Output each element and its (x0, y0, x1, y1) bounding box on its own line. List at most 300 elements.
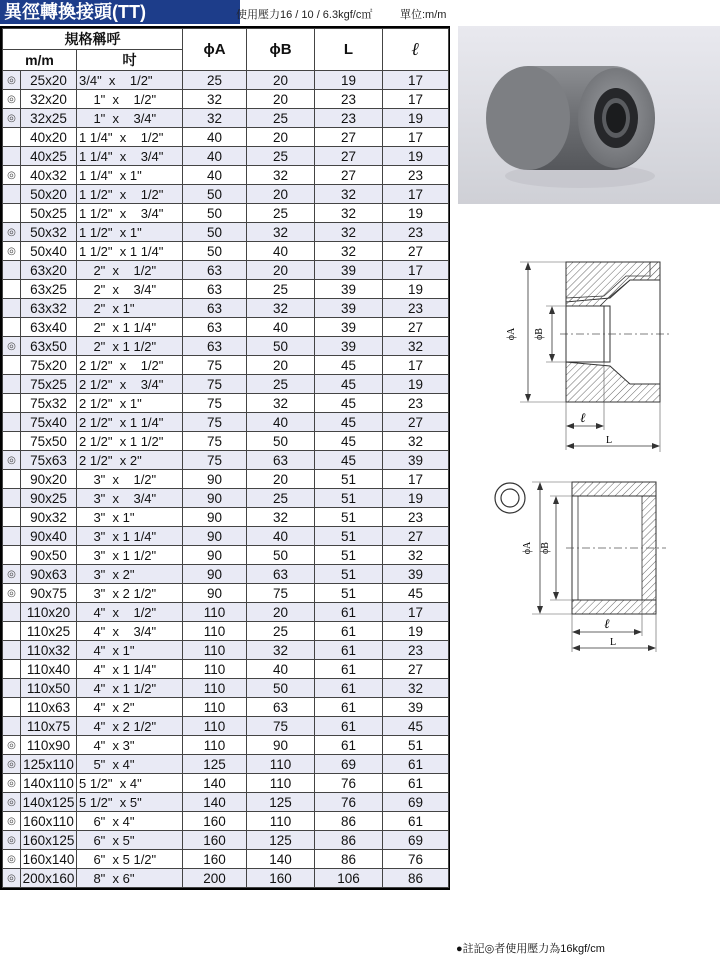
l2-value: 69 (383, 793, 449, 812)
phi-a-value: 63 (183, 337, 247, 356)
phi-b-label-2: ϕB (540, 542, 551, 554)
phi-a-label: ϕA (506, 327, 517, 341)
l2-value: 61 (383, 755, 449, 774)
l-value: 39 (315, 318, 383, 337)
l-value: 76 (315, 774, 383, 793)
phi-a-value: 110 (183, 660, 247, 679)
phi-a-value: 90 (183, 546, 247, 565)
table-row (3, 356, 449, 375)
mm-size: 40x25 (21, 147, 77, 166)
phi-a-value: 110 (183, 603, 247, 622)
table-row (3, 375, 449, 394)
mm-size: 90x63 (21, 565, 77, 584)
phi-a-value: 90 (183, 584, 247, 603)
table-row (3, 679, 449, 698)
mm-size: 90x32 (21, 508, 77, 527)
phi-b-value: 32 (247, 299, 315, 318)
l-label-2: L (610, 637, 617, 648)
l-value: 76 (315, 793, 383, 812)
l-value: 39 (315, 337, 383, 356)
phi-b-value: 20 (247, 470, 315, 489)
l-value: 51 (315, 527, 383, 546)
mm-size: 75x20 (21, 356, 77, 375)
l-value: 39 (315, 261, 383, 280)
unit-info: 單位:m/m (400, 9, 447, 21)
mm-size: 32x25 (21, 109, 77, 128)
phi-a-value: 160 (183, 812, 247, 831)
l2-value: 17 (383, 71, 449, 90)
mm-size: 50x25 (21, 204, 77, 223)
phi-b-value: 40 (247, 318, 315, 337)
row-mark: ◎ (3, 90, 21, 109)
phi-a-value: 90 (183, 565, 247, 584)
l-value: 45 (315, 413, 383, 432)
phi-a-value: 32 (183, 90, 247, 109)
table-row (3, 622, 449, 641)
phi-b-value: 25 (247, 204, 315, 223)
l2-value: 17 (383, 603, 449, 622)
mm-size: 140x125 (21, 793, 77, 812)
row-mark (3, 413, 21, 432)
phi-b-value: 63 (247, 698, 315, 717)
mm-size: 110x32 (21, 641, 77, 660)
phi-b-value: 110 (247, 812, 315, 831)
phi-b-header: ϕB (247, 29, 315, 71)
phi-a-value: 90 (183, 527, 247, 546)
phi-a-value: 50 (183, 185, 247, 204)
mm-size: 110x25 (21, 622, 77, 641)
phi-b-value: 32 (247, 508, 315, 527)
phi-a-value: 160 (183, 831, 247, 850)
phi-b-value: 50 (247, 546, 315, 565)
reducer-photo-illustration (458, 26, 720, 204)
table-row (3, 812, 449, 831)
phi-a-value: 160 (183, 850, 247, 869)
mm-size: 75x32 (21, 394, 77, 413)
l-value: 86 (315, 812, 383, 831)
l-value: 45 (315, 451, 383, 470)
mm-size: 63x20 (21, 261, 77, 280)
mm-size: 140x110 (21, 774, 77, 793)
inch-size: 3" x 3/4" (77, 489, 183, 508)
mm-size: 110x63 (21, 698, 77, 717)
phi-a-label-2: ϕA (522, 541, 533, 555)
inch-size: 2" x 1" (77, 299, 183, 318)
table-row (3, 128, 449, 147)
inch-size: 3" x 1" (77, 508, 183, 527)
inch-size: 5 1/2" x 5" (77, 793, 183, 812)
row-mark: ◎ (3, 166, 21, 185)
l-value: 27 (315, 128, 383, 147)
l2-value: 69 (383, 831, 449, 850)
l2-value: 45 (383, 584, 449, 603)
table-row (3, 565, 449, 584)
table-row (3, 546, 449, 565)
l-value: 69 (315, 755, 383, 774)
pressure-info: 使用壓力16 / 10 / 6.3kgf/c㎡ (236, 9, 373, 21)
l2-value: 17 (383, 128, 449, 147)
l-value: 106 (315, 869, 383, 888)
row-mark (3, 299, 21, 318)
phi-b-value: 25 (247, 622, 315, 641)
row-mark (3, 527, 21, 546)
mm-size: 63x50 (21, 337, 77, 356)
table-row (3, 584, 449, 603)
l2-value: 27 (383, 318, 449, 337)
inch-size: 6" x 5" (77, 831, 183, 850)
table-row (3, 831, 449, 850)
l-value: 27 (315, 166, 383, 185)
table-row (3, 242, 449, 261)
row-mark: ◎ (3, 774, 21, 793)
phi-b-value: 20 (247, 185, 315, 204)
row-mark (3, 432, 21, 451)
l-value: 32 (315, 204, 383, 223)
phi-b-value: 90 (247, 736, 315, 755)
inch-size: 2 1/2" x 3/4" (77, 375, 183, 394)
mm-size: 75x50 (21, 432, 77, 451)
phi-a-value: 50 (183, 204, 247, 223)
l-value: 51 (315, 508, 383, 527)
phi-a-value: 90 (183, 470, 247, 489)
table-row (3, 717, 449, 736)
row-mark: ◎ (3, 337, 21, 356)
table-row (3, 755, 449, 774)
mm-size: 160x140 (21, 850, 77, 869)
row-mark (3, 128, 21, 147)
inch-size: 1 1/4" x 1" (77, 166, 183, 185)
product-photo (458, 26, 720, 204)
inch-size: 3/4" x 1/2" (77, 71, 183, 90)
l2-value: 19 (383, 375, 449, 394)
inch-size: 2" x 1/2" (77, 261, 183, 280)
row-mark (3, 356, 21, 375)
l-value: 61 (315, 736, 383, 755)
l-value: 45 (315, 356, 383, 375)
phi-b-value: 25 (247, 109, 315, 128)
phi-b-value: 50 (247, 679, 315, 698)
mm-size: 160x110 (21, 812, 77, 831)
l-value: 61 (315, 717, 383, 736)
mm-size: 160x125 (21, 831, 77, 850)
l-value: 86 (315, 850, 383, 869)
row-mark: ◎ (3, 755, 21, 774)
table-row (3, 432, 449, 451)
l2-value: 61 (383, 812, 449, 831)
table-row (3, 166, 449, 185)
phi-a-value: 110 (183, 698, 247, 717)
l2-value: 76 (383, 850, 449, 869)
row-mark: ◎ (3, 584, 21, 603)
inch-size: 1" x 1/2" (77, 90, 183, 109)
mm-size: 40x32 (21, 166, 77, 185)
inch-size: 2" x 1 1/2" (77, 337, 183, 356)
mm-size: 90x75 (21, 584, 77, 603)
mm-size: 110x75 (21, 717, 77, 736)
l-value: 51 (315, 546, 383, 565)
phi-a-value: 125 (183, 755, 247, 774)
l2-value: 32 (383, 432, 449, 451)
table-row (3, 147, 449, 166)
inch-size: 3" x 2" (77, 565, 183, 584)
l-value: 45 (315, 375, 383, 394)
row-mark: ◎ (3, 223, 21, 242)
l2-value: 19 (383, 204, 449, 223)
inch-size: 1 1/2" x 1" (77, 223, 183, 242)
l2-value: 17 (383, 470, 449, 489)
phi-b-value: 25 (247, 280, 315, 299)
inch-size: 4" x 1 1/4" (77, 660, 183, 679)
inch-size: 3" x 1 1/2" (77, 546, 183, 565)
phi-a-value: 90 (183, 508, 247, 527)
l2-value: 27 (383, 413, 449, 432)
table-row (3, 774, 449, 793)
mm-size: 75x40 (21, 413, 77, 432)
inch-size: 4" x 1" (77, 641, 183, 660)
phi-a-value: 40 (183, 128, 247, 147)
phi-a-value: 63 (183, 318, 247, 337)
phi-b-value: 32 (247, 394, 315, 413)
inch-size: 2 1/2" x 1 1/2" (77, 432, 183, 451)
phi-a-value: 110 (183, 641, 247, 660)
table-row (3, 793, 449, 812)
row-mark: ◎ (3, 109, 21, 128)
mm-size: 63x40 (21, 318, 77, 337)
l2-value: 51 (383, 736, 449, 755)
table-row (3, 660, 449, 679)
table-row (3, 641, 449, 660)
inch-size: 6" x 5 1/2" (77, 850, 183, 869)
inch-size: 2 1/2" x 1" (77, 394, 183, 413)
phi-a-value: 25 (183, 71, 247, 90)
l2-value: 27 (383, 660, 449, 679)
l2-value: 17 (383, 90, 449, 109)
l-value: 23 (315, 109, 383, 128)
table-row (3, 603, 449, 622)
l2-value: 27 (383, 527, 449, 546)
footnote: ●註記◎者使用壓力為16kgf/cm (456, 943, 605, 955)
table-row (3, 470, 449, 489)
table-row (3, 71, 449, 90)
l2-value: 19 (383, 147, 449, 166)
row-mark (3, 641, 21, 660)
l-value: 86 (315, 831, 383, 850)
inch-size: 8" x 6" (77, 869, 183, 888)
l2-value: 19 (383, 489, 449, 508)
l-value: 45 (315, 394, 383, 413)
l-value: 61 (315, 603, 383, 622)
mm-size: 125x110 (21, 755, 77, 774)
socket-section-diagram (486, 476, 720, 662)
inch-size: 4" x 1/2" (77, 603, 183, 622)
l2-value: 39 (383, 451, 449, 470)
phi-b-value: 110 (247, 755, 315, 774)
phi-a-value: 32 (183, 109, 247, 128)
row-mark: ◎ (3, 71, 21, 90)
table-row (3, 698, 449, 717)
l2-value: 32 (383, 337, 449, 356)
spec-header: 規格稱呼 (3, 29, 183, 50)
l2-label: ℓ (580, 410, 586, 425)
phi-b-value: 50 (247, 337, 315, 356)
inch-size: 4" x 3/4" (77, 622, 183, 641)
row-mark (3, 204, 21, 223)
phi-b-value: 25 (247, 489, 315, 508)
row-mark (3, 679, 21, 698)
phi-a-value: 110 (183, 736, 247, 755)
row-mark: ◎ (3, 850, 21, 869)
inch-size: 2" x 1 1/4" (77, 318, 183, 337)
mm-size: 110x90 (21, 736, 77, 755)
inch-size: 5 1/2" x 4" (77, 774, 183, 793)
table-row (3, 204, 449, 223)
row-mark: ◎ (3, 793, 21, 812)
phi-a-value: 75 (183, 356, 247, 375)
l2-value: 23 (383, 394, 449, 413)
l-value: 39 (315, 299, 383, 318)
mm-size: 25x20 (21, 71, 77, 90)
reducer-section-diagram (500, 250, 720, 460)
mm-size: 110x20 (21, 603, 77, 622)
phi-b-value: 140 (247, 850, 315, 869)
inch-size: 3" x 2 1/2" (77, 584, 183, 603)
l2-value: 23 (383, 641, 449, 660)
phi-a-value: 140 (183, 793, 247, 812)
l2-value: 19 (383, 622, 449, 641)
page-title: 異徑轉換接頭(TT) (0, 0, 240, 24)
table-row (3, 850, 449, 869)
row-mark (3, 261, 21, 280)
l2-value: 23 (383, 299, 449, 318)
row-mark (3, 508, 21, 527)
l2-value: 23 (383, 166, 449, 185)
table-row (3, 508, 449, 527)
l2-value: 32 (383, 546, 449, 565)
inch-size: 1 1/2" x 3/4" (77, 204, 183, 223)
phi-a-value: 140 (183, 774, 247, 793)
phi-b-value: 25 (247, 375, 315, 394)
phi-a-value: 50 (183, 223, 247, 242)
l2-value: 19 (383, 280, 449, 299)
mm-size: 90x20 (21, 470, 77, 489)
l-value: 27 (315, 147, 383, 166)
inch-size: 1 1/4" x 1/2" (77, 128, 183, 147)
table-row (3, 451, 449, 470)
l-value: 39 (315, 280, 383, 299)
l2-header: ℓ (383, 29, 449, 71)
table-row (3, 185, 449, 204)
inch-header: 吋 (77, 50, 183, 71)
phi-a-value: 40 (183, 166, 247, 185)
row-mark (3, 318, 21, 337)
l-value: 51 (315, 584, 383, 603)
phi-b-value: 63 (247, 565, 315, 584)
l-value: 61 (315, 641, 383, 660)
row-mark: ◎ (3, 451, 21, 470)
l2-value: 17 (383, 185, 449, 204)
l-value: 61 (315, 660, 383, 679)
table-row (3, 109, 449, 128)
phi-b-value: 110 (247, 774, 315, 793)
row-mark: ◎ (3, 565, 21, 584)
l-value: 32 (315, 185, 383, 204)
l-value: 51 (315, 470, 383, 489)
phi-b-value: 20 (247, 71, 315, 90)
phi-a-value: 110 (183, 622, 247, 641)
inch-size: 1 1/2" x 1 1/4" (77, 242, 183, 261)
inch-size: 2" x 3/4" (77, 280, 183, 299)
mm-size: 50x20 (21, 185, 77, 204)
spec-table-wrapper (0, 26, 450, 890)
l2-value: 45 (383, 717, 449, 736)
row-mark: ◎ (3, 869, 21, 888)
phi-b-value: 63 (247, 451, 315, 470)
row-mark (3, 717, 21, 736)
phi-b-value: 32 (247, 641, 315, 660)
l-value: 61 (315, 622, 383, 641)
inch-size: 4" x 2 1/2" (77, 717, 183, 736)
mm-size: 90x50 (21, 546, 77, 565)
row-mark: ◎ (3, 812, 21, 831)
table-row (3, 261, 449, 280)
table-row (3, 223, 449, 242)
phi-a-value: 50 (183, 242, 247, 261)
row-mark (3, 489, 21, 508)
row-mark (3, 603, 21, 622)
l2-value: 32 (383, 679, 449, 698)
phi-b-value: 50 (247, 432, 315, 451)
phi-a-value: 75 (183, 375, 247, 394)
inch-size: 4" x 3" (77, 736, 183, 755)
spec-table-body (3, 71, 449, 888)
phi-b-value: 25 (247, 147, 315, 166)
inch-size: 5" x 4" (77, 755, 183, 774)
spec-table (2, 28, 449, 888)
table-row (3, 527, 449, 546)
table-row (3, 413, 449, 432)
mm-size: 40x20 (21, 128, 77, 147)
row-mark: ◎ (3, 242, 21, 261)
phi-b-value: 20 (247, 128, 315, 147)
phi-b-value: 75 (247, 717, 315, 736)
ring-end-view (495, 483, 525, 513)
phi-a-header: ϕA (183, 29, 247, 71)
table-row (3, 337, 449, 356)
table-row (3, 489, 449, 508)
phi-b-value: 40 (247, 527, 315, 546)
mm-size: 63x32 (21, 299, 77, 318)
row-mark: ◎ (3, 736, 21, 755)
inch-size: 1 1/4" x 3/4" (77, 147, 183, 166)
phi-a-value: 63 (183, 299, 247, 318)
inch-size: 1 1/2" x 1/2" (77, 185, 183, 204)
phi-b-value: 20 (247, 603, 315, 622)
table-row (3, 318, 449, 337)
l2-label-2: ℓ (604, 616, 610, 631)
row-mark: ◎ (3, 831, 21, 850)
l-value: 61 (315, 698, 383, 717)
phi-a-value: 75 (183, 432, 247, 451)
row-mark (3, 470, 21, 489)
inch-size: 2 1/2" x 1/2" (77, 356, 183, 375)
phi-b-value: 20 (247, 261, 315, 280)
row-mark (3, 375, 21, 394)
row-mark (3, 394, 21, 413)
phi-b-value: 32 (247, 223, 315, 242)
phi-a-value: 75 (183, 413, 247, 432)
mm-size: 90x40 (21, 527, 77, 546)
l2-value: 27 (383, 242, 449, 261)
